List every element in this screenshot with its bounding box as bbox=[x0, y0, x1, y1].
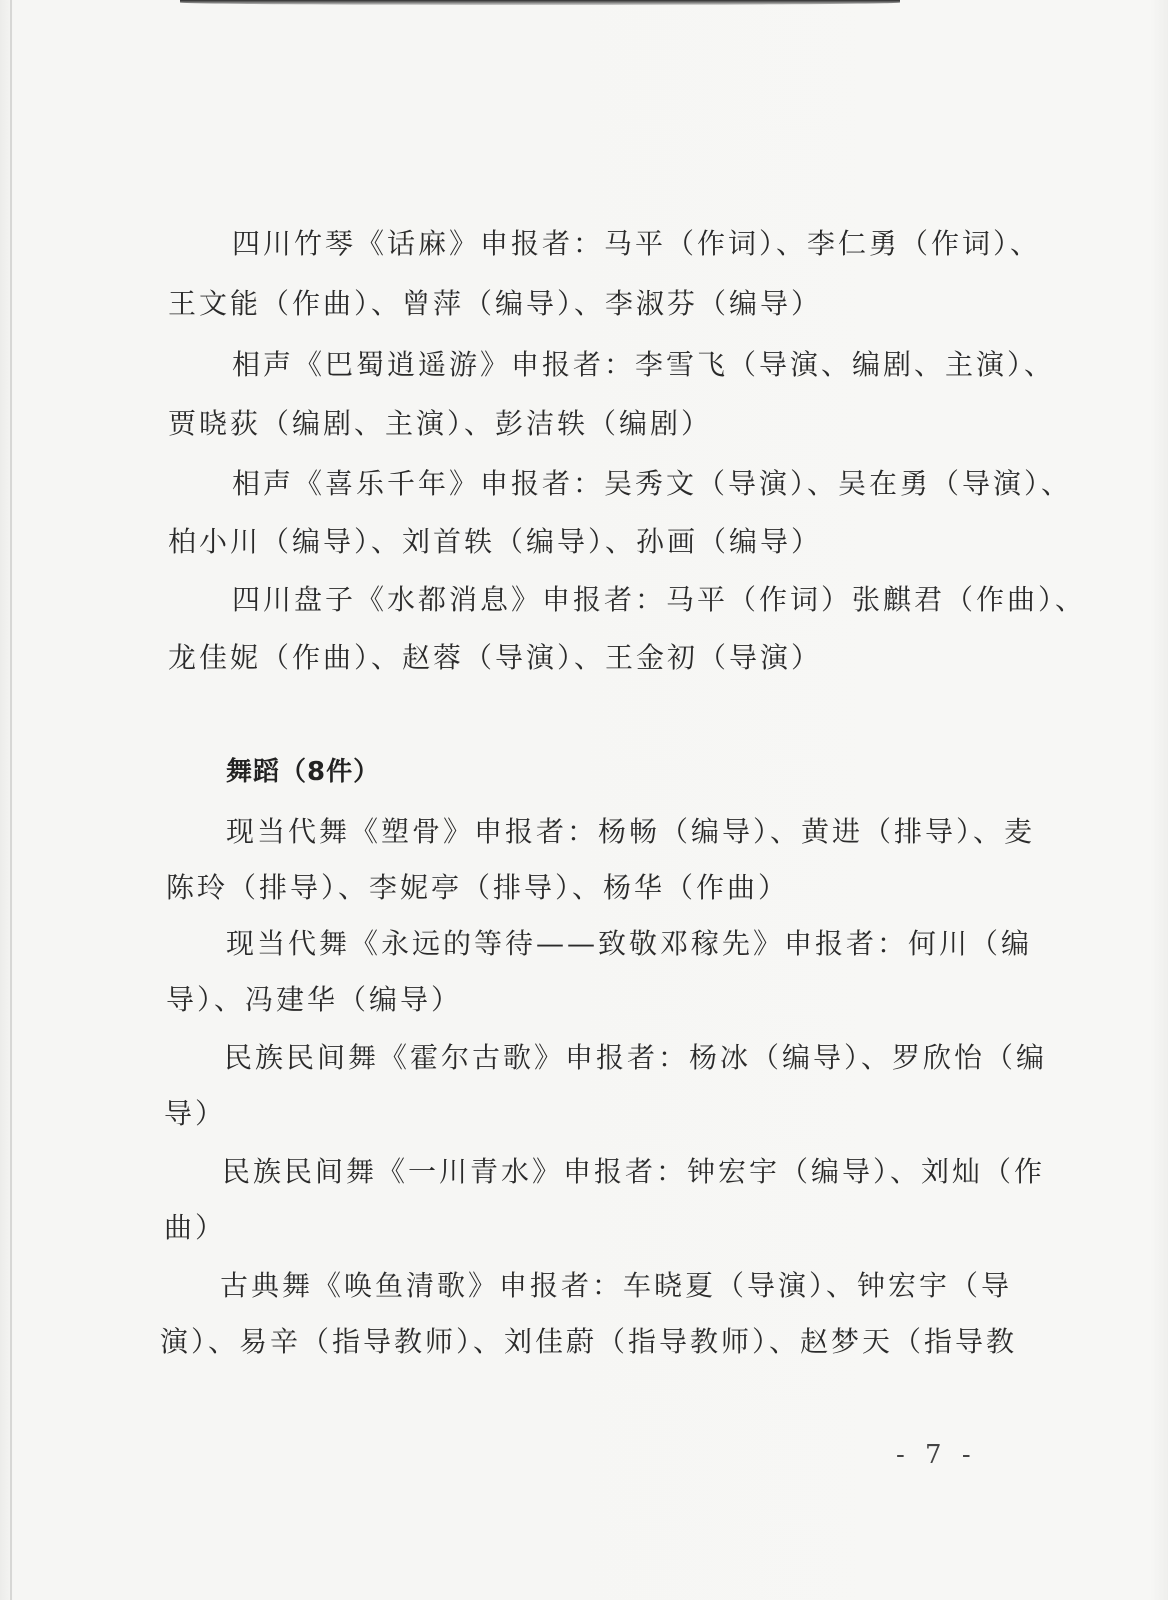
entry-line: 贾晓荻（编剧、主演）、彭洁轶（编剧） bbox=[168, 407, 713, 440]
entry-line: 龙佳妮（作曲）、赵蓉（导演）、王金初（导演） bbox=[168, 641, 823, 674]
entry-line: 演）、易辛（指导教师）、刘佳蔚（指导教师）、赵梦天（指导教 bbox=[160, 1325, 1018, 1358]
page-number: - 7 - bbox=[896, 1440, 977, 1470]
entry-line: 古典舞《唤鱼清歌》申报者：车晓夏（导演）、钟宏宇（导 bbox=[220, 1269, 1013, 1302]
page-top-shadow bbox=[180, 0, 900, 5]
entry-line: 相声《巴蜀逍遥游》申报者：李雪飞（导演、编剧、主演）、 bbox=[232, 348, 1056, 381]
entry-line: 现当代舞《永远的等待——致敬邓稼先》申报者：何川（编 bbox=[226, 927, 1033, 960]
entry-line: 王文能（作曲）、曾萍（编导）、李淑芬（编导） bbox=[168, 287, 823, 320]
entry-line: 相声《喜乐千年》申报者：吴秀文（导演）、吴在勇（导演）、 bbox=[232, 467, 1073, 500]
entry-line: 民族民间舞《一川青水》申报者：钟宏宇（编导）、刘灿（作 bbox=[222, 1155, 1046, 1188]
entry-line: 民族民间舞《霍尔古歌》申报者：杨冰（编导）、罗欣怡（编 bbox=[224, 1041, 1048, 1074]
entry-line: 四川盘子《水都消息》申报者：马平（作词）张麒君（作曲）、 bbox=[232, 583, 1087, 616]
entry-line: 导）、冯建华（编导） bbox=[166, 983, 463, 1016]
entry-line: 曲） bbox=[164, 1211, 227, 1244]
entry-line: 导） bbox=[164, 1097, 227, 1130]
entry-line: 陈玲（排导）、李妮亭（排导）、杨华（作曲） bbox=[166, 871, 790, 904]
dance-section-heading: 舞蹈（8件） bbox=[226, 757, 381, 787]
entry-line: 四川竹琴《话麻》申报者：马平（作词）、李仁勇（作词）、 bbox=[232, 227, 1042, 260]
page-left-edge bbox=[10, 0, 12, 1600]
entry-line: 柏小川（编导）、刘首轶（编导）、孙画（编导） bbox=[168, 525, 823, 558]
entry-line: 现当代舞《塑骨》申报者：杨畅（编导）、黄进（排导）、麦 bbox=[226, 815, 1036, 848]
